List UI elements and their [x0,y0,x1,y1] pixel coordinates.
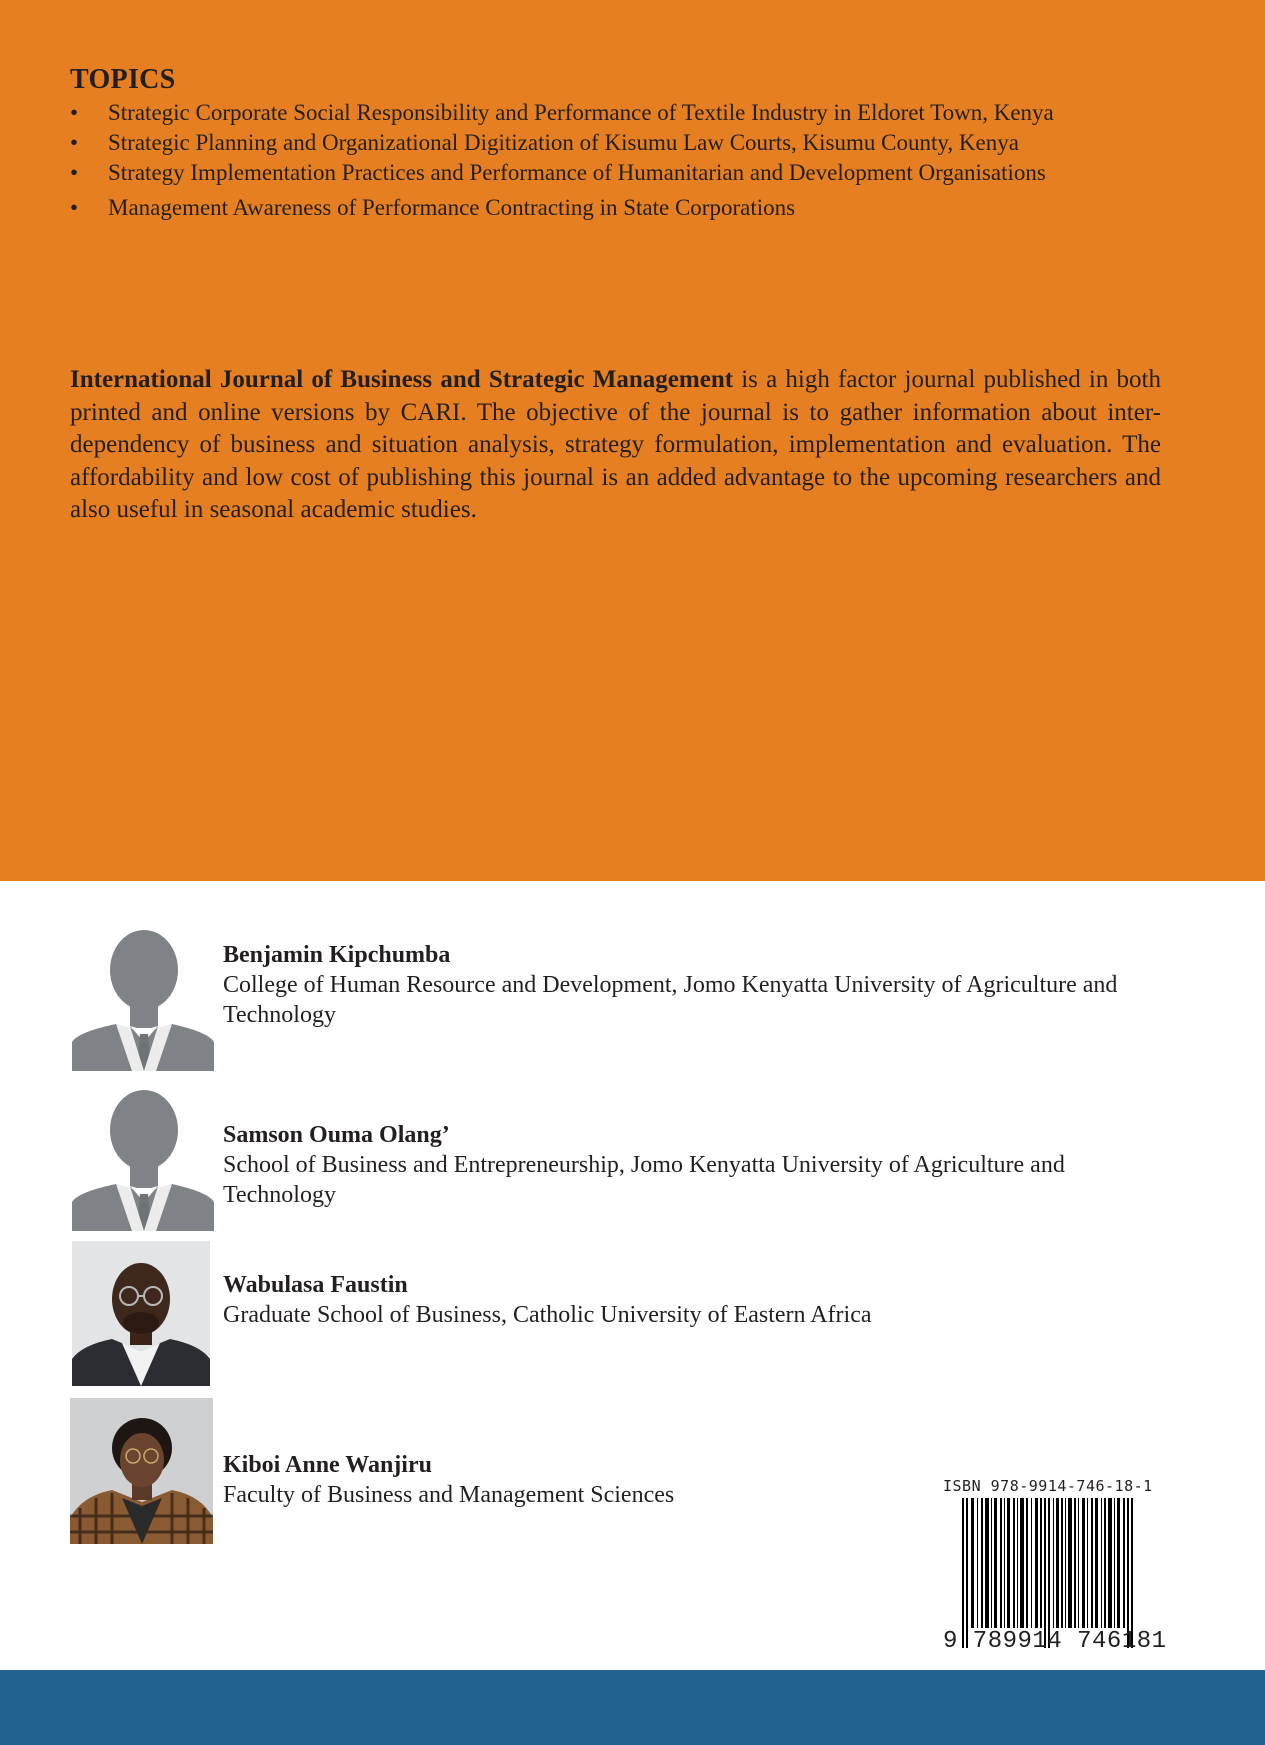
author-name: Wabulasa Faustin [223,1272,408,1298]
author-portrait-photo [70,1398,213,1544]
author-info [223,1120,1183,1210]
bullet-icon: • [70,100,79,125]
author-silhouette-icon [72,1090,214,1231]
author-silhouette-icon [72,930,214,1071]
topic-item [70,193,1220,223]
blue-footer-band [0,1670,1265,1745]
barcode-digits: 9 789914 746181 [943,1628,1167,1655]
topic-item [70,158,1220,188]
bullet-icon: • [70,130,79,155]
journal-name: International Journal of Business and Strategic Management [70,366,734,393]
topic-text: Management Awareness of Performance Contracting in State Corporations [108,195,796,220]
topic-text: Strategic Corporate Social Responsibility and Performance of Textile Industry in Eldoret Town, Kenya [108,100,1054,125]
topic-text: Strategic Planning and Organizational Digitization of Kisumu Law Courts, Kisumu County, Kenya [108,130,1019,155]
author-affiliation: Faculty of Business and Management Sciences [223,1482,675,1508]
author-affiliation: College of Human Resource and Development, Jomo Kenyatta University of Agriculture and Technology [223,972,1118,1028]
topics-list [70,98,1220,223]
topics-heading: TOPICS [70,64,176,95]
author-name: Kiboi Anne Wanjiru [223,1452,432,1478]
author-name: Samson Ouma Olang’ [223,1122,450,1148]
author-affiliation: School of Business and Entrepreneurship, Jomo Kenyatta University of Agriculture and Technology [223,1152,1065,1208]
author-info [223,1270,1183,1330]
topic-text: Strategy Implementation Practices and Performance of Humanitarian and Development Organisations [108,160,1046,185]
description-text: is a high factor journal published in both printed and online versions by CARI. The objective of the journal is to gather information about inter-dependency of business and situation analysis, strategy formulation, implementation and evaluation. The affordability and low cost of publishing this journal is an added advantage to the upcoming researchers and also useful in seasonal academic studies. [70,366,1161,523]
journal-description [70,364,1161,527]
author-name: Benjamin Kipchumba [223,942,451,968]
barcode-icon [943,1498,1149,1648]
bullet-icon: • [70,195,79,220]
author-affiliation: Graduate School of Business, Catholic University of Eastern Africa [223,1302,872,1328]
isbn-label: ISBN 978-9914-746-18-1 [943,1477,1153,1495]
topic-item [70,98,1220,128]
author-info [223,940,1183,1030]
bullet-icon: • [70,160,79,185]
topic-item [70,128,1220,158]
author-portrait-photo [72,1241,210,1386]
